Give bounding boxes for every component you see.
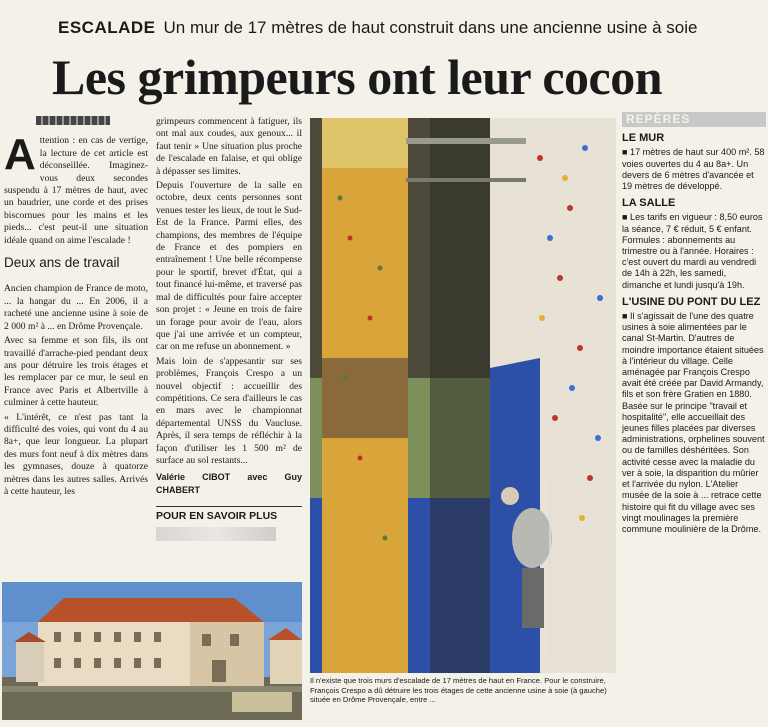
photo-building (2, 582, 302, 720)
article-paragraph: Mais loin de s'appesantir sur ses problèmes, François Crespo a un nouvel objectif : accueillir des compétitions. Ce sera d'ailleurs le cas en mars avec le championnat départemental UNSS du Vaucluse. Après, il sera temps de réfléchir à la façon d'utiliser les 1 500 m² de surface au sol restants... (156, 355, 302, 466)
sidebar-text-mur: ■ 17 mètres de haut sur 400 m². 58 voies ouvertes du 4 au 8a+. Un devers de 6 mètres d'avancée et 19 mètres de développé. (622, 147, 765, 192)
article-column-2 (156, 116, 302, 541)
sidebar-heading-mur: LE MUR (622, 132, 665, 145)
sidebar-reperes (622, 112, 766, 537)
section-logo (36, 116, 110, 125)
sidebar-text-salle: ■ Les tarifs en vigueur : 8,50 euros la séance, 7 € réduit, 5 € enfant. Formules : abonnements au trimestre ou à l'année. Horaires : c'est ouvert du mardi au vendredi de 14h à 22h, les samedi, dimanche et lundi jusqu'à 19h. (622, 212, 763, 290)
article-paragraph: Avec sa femme et son fils, ils ont travaillé d'arrache-pied pendant deux ans pour détruire les trois étages et les remplacer par ce mur, le seul en France avec Paris et Albertville à culminer à cette hauteur. (4, 335, 148, 409)
photo-caption: Il n'existe que trois murs d'escalade de 17 mètres de haut en France. Pour le construire, François Crespo a dû détruire les trois étages de cette ancienne usine à soie (à gauche) située en Drôme Provençale, entre ... (310, 676, 607, 705)
article-column-1 (4, 116, 148, 500)
photo-climbing-wall (310, 118, 616, 673)
article-signature: Valérie CIBOT avec Guy CHABERT (156, 472, 302, 495)
sidebar-heading-usine: L'USINE DU PONT DU LEZ (622, 295, 761, 308)
sidebar-text-usine: ■ Il s'agissait de l'une des quatre usines à soie alimentées par le canal St-Martin. D'autres de moindre importance étaient situées à l'intérieur du village. Celle aménagée par François Crespo avait été créée par David Armandy, fils et son frère Gratien en 1880. Basée sur le principe "travail et hospitalité", elle accueillait des jeunes filles placées par diverses administrations, orphelines souvent ou de familles déshéritées. Son activité cesse avec la maladie du ver à soie, la disparition du mûrier et l'arrivée du nylon. L'Atelier musée de la soie à ... retrace cette histoire qui fit du village avec ses vingt moulinages la première commune moulinière de la Drôme. (622, 311, 765, 534)
more-info-blurred (156, 527, 276, 541)
article-paragraph: Ancien champion de France de moto, ... la hangar du ... En 2006, il a racheté une ancienne usine à soie de 2 000 m² à ... en Drôme Provençale. (4, 283, 148, 332)
article-paragraph: « L'intérêt, ce n'est pas tant la difficulté des voies, qui vont du 4 au 8a+, que leur longueur. La plupart des murs font neuf à dix mètres dans les gymnases, douze à quatorze mètres dans les autres salles. Arrivés à cette hauteur, les (4, 411, 148, 497)
sidebar-title: REPÈRES (622, 112, 766, 127)
headline: Les grimpeurs ont leur cocon (52, 49, 663, 105)
sidebar-heading-salle: LA SALLE (622, 197, 676, 210)
more-info-heading: POUR EN SAVOIR PLUS (156, 506, 302, 522)
article-subhead: Deux ans de travail (4, 255, 120, 271)
kicker (58, 18, 697, 38)
building-illustration (2, 582, 302, 720)
dropcap: A (4, 130, 36, 180)
kicker-text: Un mur de 17 mètres de haut construit dans une ancienne usine à soie (163, 18, 698, 37)
article-lead: Attention : en cas de vertige, la lecture de cet article est déconseillée. Imaginez-vous deux secondes suspendu à 17 mètres de haut, avec un baudrier, une corde et des prises biscornues pour les mains et les pieds... c'est peut-il une situation idéale quand on aime l'escalade ! (4, 130, 148, 246)
article-paragraph: grimpeurs commencent à fatiguer, ils ont mal aux coudes, aux genoux... il faut tenir » Une situation plus proche de l'escalade en falaise, et qui oblige à dépasser ses limites. (156, 116, 302, 177)
kicker-tag: ESCALADE (58, 18, 156, 37)
article-paragraph: Depuis l'ouverture de la salle en octobre, deux cents personnes sont venues tester les lieux, de tout le Sud-Est de la France. Parmi elles, des champions, des membres de l'équipe de France et des pompiers en entraînement ! Une belle récompense pour le sportif, brevet d'État, qui a tout financé lui-même, et traversé pas mal de difficultés pour faire accepter son projet : « Jeune en trois de faire un forage pour avoir de l'eau, alors que j'ai une arrivée et un compteur, car on me refuse un abonnement. » (156, 180, 302, 353)
climbing-wall-illustration (310, 118, 616, 673)
